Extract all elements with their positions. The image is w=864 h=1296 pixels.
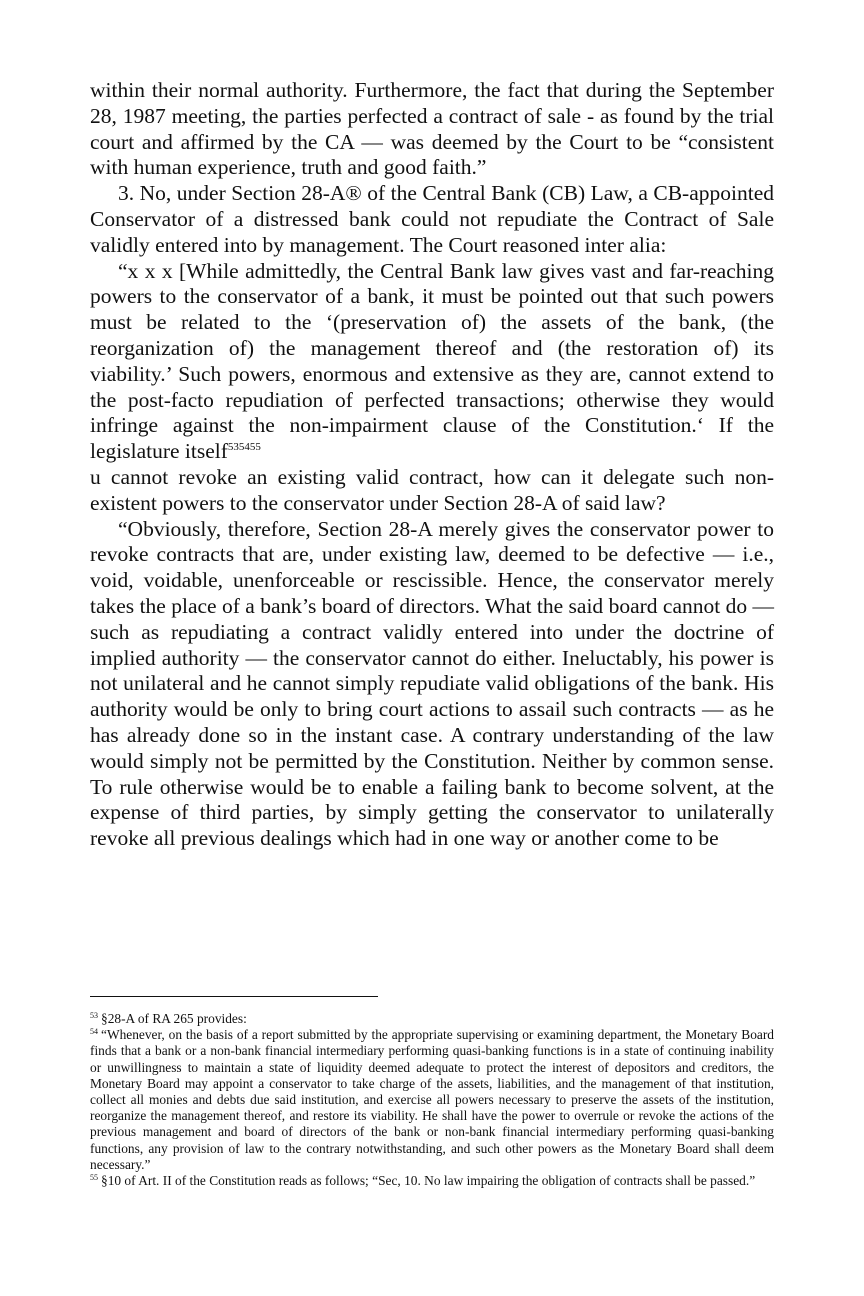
paragraph-3 — [90, 259, 774, 517]
paragraph-4: “Obviously, therefore, Section 28-A merely gives the conservator power to revoke contracts that are, under existing law, deemed to be defective — i.e., void, voidable, unenforceable or rescissible. Hence, the conservator merely takes the place of a bank’s board of directors. What the said board cannot do — such as repudiating a contract validly entered into under the doctrine of implied authority — the conservator cannot do either. Ineluctably, his power is not unilateral and he cannot simply repudiate valid obligations of the bank. His authority would be only to bring court actions to assail such contracts — as he has already done so in the instant case. A contrary understanding of the law would simply not be permitted by the Constitution. Neither by common sense. To rule otherwise would be to enable a failing bank to become solvent, at the expense of third parties, by simply getting the conservator to unilaterally revoke all previous dealings which had in one way or another come to be — [90, 516, 774, 851]
footnote-55 — [90, 1173, 774, 1189]
footnote-54 — [90, 1027, 774, 1173]
footnote-53 — [90, 1011, 774, 1027]
footnote-text: §10 of Art. II of the Constitution reads as follows; “Sec, 10. No law impairing the obligation of contracts shall be passed.” — [101, 1173, 756, 1189]
footnote-reference-marks: 535455 — [227, 441, 261, 454]
footnote-number: 54 — [90, 1027, 98, 1037]
body-text — [90, 78, 774, 852]
footnote-number: 55 — [90, 1173, 98, 1183]
footnotes — [90, 1011, 774, 1189]
footnote-separator — [90, 996, 378, 997]
paragraph-3-part-2: u cannot revoke an existing valid contract, how can it delegate such non-existent powers to the conservator under Section 28-A of said law? — [90, 464, 774, 515]
paragraph-1: within their normal authority. Furthermore, the fact that during the September 28, 1987 meeting, the parties perfected a contract of sale - as found by the trial court and affirmed by the CA — was deemed by the Court to be “consistent with human experience, truth and good faith.” — [90, 78, 774, 180]
paragraph-3-part-1: “x x x [While admittedly, the Central Bank law gives vast and far-reaching powers to the conservator of a bank, it must be pointed out that such powers must be related to the ‘(preservation of) the assets of the bank, (the reorganization of) the management thereof and (the restoration of) its viability.’ Such powers, enormous and extensive as they are, cannot extend to the post-facto repudiation of perfected transactions; otherwise they would infringe against the non-impairment clause of the Constitution.‘ If the legislature itself — [90, 258, 774, 464]
footnote-text: §28-A of RA 265 provides: — [101, 1011, 247, 1026]
footnote-number: 53 — [90, 1011, 98, 1020]
footnote-text: “Whenever, on the basis of a report submitted by the appropriate supervising or examining department, the Monetary Board finds that a bank or a non-bank financial intermediary performing quasi-banking functions is in a state of continuing inability or unwillingness to maintain a state of liquidity deemed adequate to protect the interest of depositors and creditors, the Monetary Board may appoint a conservator to take charge of the assets, liabilities, and the management of that institution, collect all monies and debts due said institution, and exercise all powers necessary to preserve the assets of the institution, reorganize the management thereof, and restore its viability. He shall have the power to overrule or revoke the actions of the previous management and board of directors of the bank or non-bank financial intermediary performing quasi-banking functions, any provision of law to the contrary notwithstanding, and such other powers as the Monetary Board shall deem necessary.” — [90, 1027, 774, 1172]
paragraph-2: 3. No, under Section 28-A® of the Central Bank (CB) Law, a CB-appointed Conservator of a distressed bank could not repudiate the Contract of Sale validly entered into by management. The Court reasoned inter alia: — [90, 181, 774, 257]
